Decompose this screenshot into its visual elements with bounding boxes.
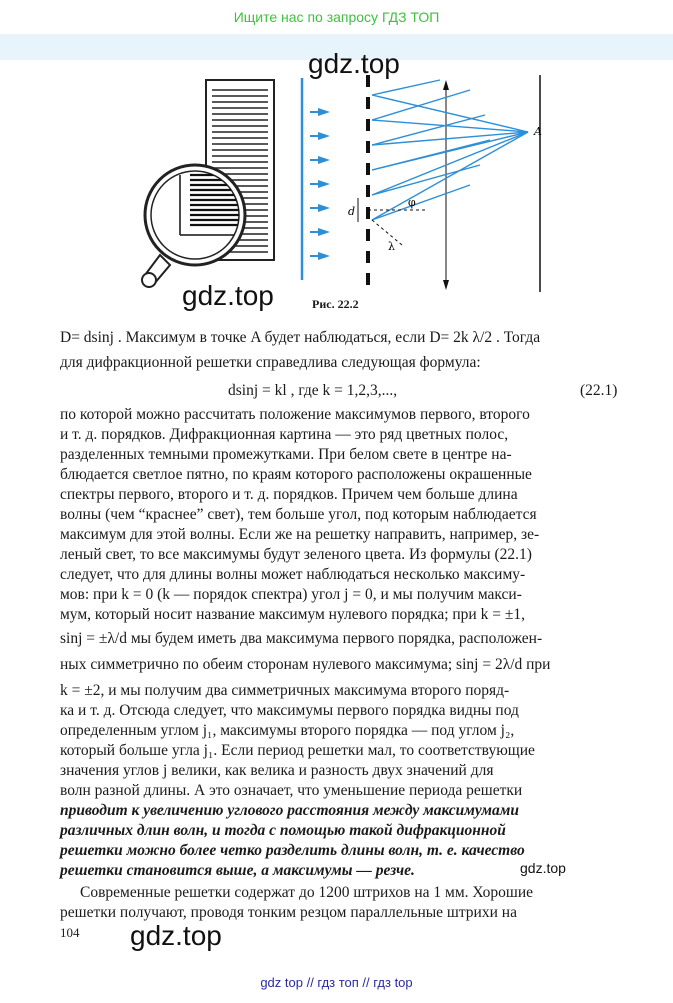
label-phi: φ xyxy=(408,196,416,209)
text-line: мов: при k = 0 (k — порядок спектра) угол j = 0, и мы получим макси- xyxy=(60,586,522,603)
text-line: волны (чем “краснее” свет), тем больше угол, под которым наблюдается xyxy=(60,506,537,523)
text-line: решетки становится выше, а максимумы — резче. xyxy=(60,862,415,879)
text-line: приводит к увеличению углового расстояния между максимумами xyxy=(60,802,519,819)
magnifier-icon xyxy=(142,165,250,287)
text-line: который больше угла j₁. Если период решетки мал, то соответствующие xyxy=(60,742,535,759)
text-line: волн разной длины. А это означает, что уменьшение периода решетки xyxy=(60,782,523,799)
text-line: мум, который носит название максимум нулевого порядка; при k = ±1, xyxy=(60,606,525,623)
formula-number: (22.1) xyxy=(580,382,618,399)
text-line-1: D= dsinj . Максимум в точке A будет наблюдаться, если D= 2k λ/2 . Тогда xyxy=(60,329,541,346)
text-line: леный свет, то все максимумы будут зеленого цвета. Из формулы (22.1) xyxy=(60,546,532,563)
page-number: 104 xyxy=(60,925,80,940)
text-line: блюдается светлое пятно, по краям которого расположены окрашенные xyxy=(60,466,532,483)
text-line: значения углов j велики, как велика и разность двух значений для xyxy=(60,762,494,779)
watermark: gdz.top xyxy=(130,920,222,951)
footer-links[interactable]: gdz top // гдз топ // гдз top xyxy=(260,975,413,990)
text-line: по которой можно рассчитать положение максимумов первого, второго xyxy=(60,406,530,423)
text-line: решетки получают, проводя тонким резцом параллельные штрихи на xyxy=(60,904,517,921)
text-line: максимум для этой волны. Если же на решетку направить, например, зе- xyxy=(60,526,540,543)
text-line: Современные решетки содержат до 1200 штрихов на 1 мм. Хорошие xyxy=(80,884,533,901)
text-line: разделенных темными промежутками. При белом свете в центре на- xyxy=(60,446,512,463)
text-line: различных длин волн, и тогда с помощью такой дифракционной xyxy=(60,822,506,839)
search-banner[interactable]: Ищите нас по запросу ГДЗ ТОП xyxy=(0,0,673,34)
watermark: gdz.top xyxy=(308,48,400,79)
text-line: ка и т. д. Отсюда следует, что максимумы первого порядка видны под xyxy=(60,702,519,719)
text-line: определенным углом j₁, максимумы второго порядка — под углом j₂, xyxy=(60,722,515,739)
text-line: решетки можно более четко разделить длины волн, т. е. качество xyxy=(60,842,525,859)
text-line: ных симметрично по обеим сторонам нулевого максимума; sinj = 2λ/d при xyxy=(60,656,551,673)
text-line: k = ±2, и мы получим два симметричных максимума второго поряд- xyxy=(60,682,510,699)
text-line-2: для дифракционной решетки справедлива следующая формула: xyxy=(60,354,481,371)
text-line: следует, что для длины волны может наблюдаться несколько максиму- xyxy=(60,566,526,583)
formula-22-1: dsinj = kl , где k = 1,2,3,..., xyxy=(228,382,398,399)
text-line: и т. д. порядков. Дифракционная картина — это ряд цветных полос, xyxy=(60,426,509,443)
figure-caption: Рис. 22.2 xyxy=(312,297,359,311)
watermark: gdz.top xyxy=(520,860,566,876)
watermark: gdz.top xyxy=(182,280,274,311)
label-d: d xyxy=(348,205,356,218)
text-line: спектры первого, второго и т. д. порядков. Причем чем больше длина xyxy=(60,486,518,503)
text-line: sinj = ±λ/d мы будем иметь два максимума первого порядка, расположен- xyxy=(60,630,543,647)
label-lambda: λ xyxy=(388,240,395,253)
label-A: A xyxy=(534,125,542,138)
